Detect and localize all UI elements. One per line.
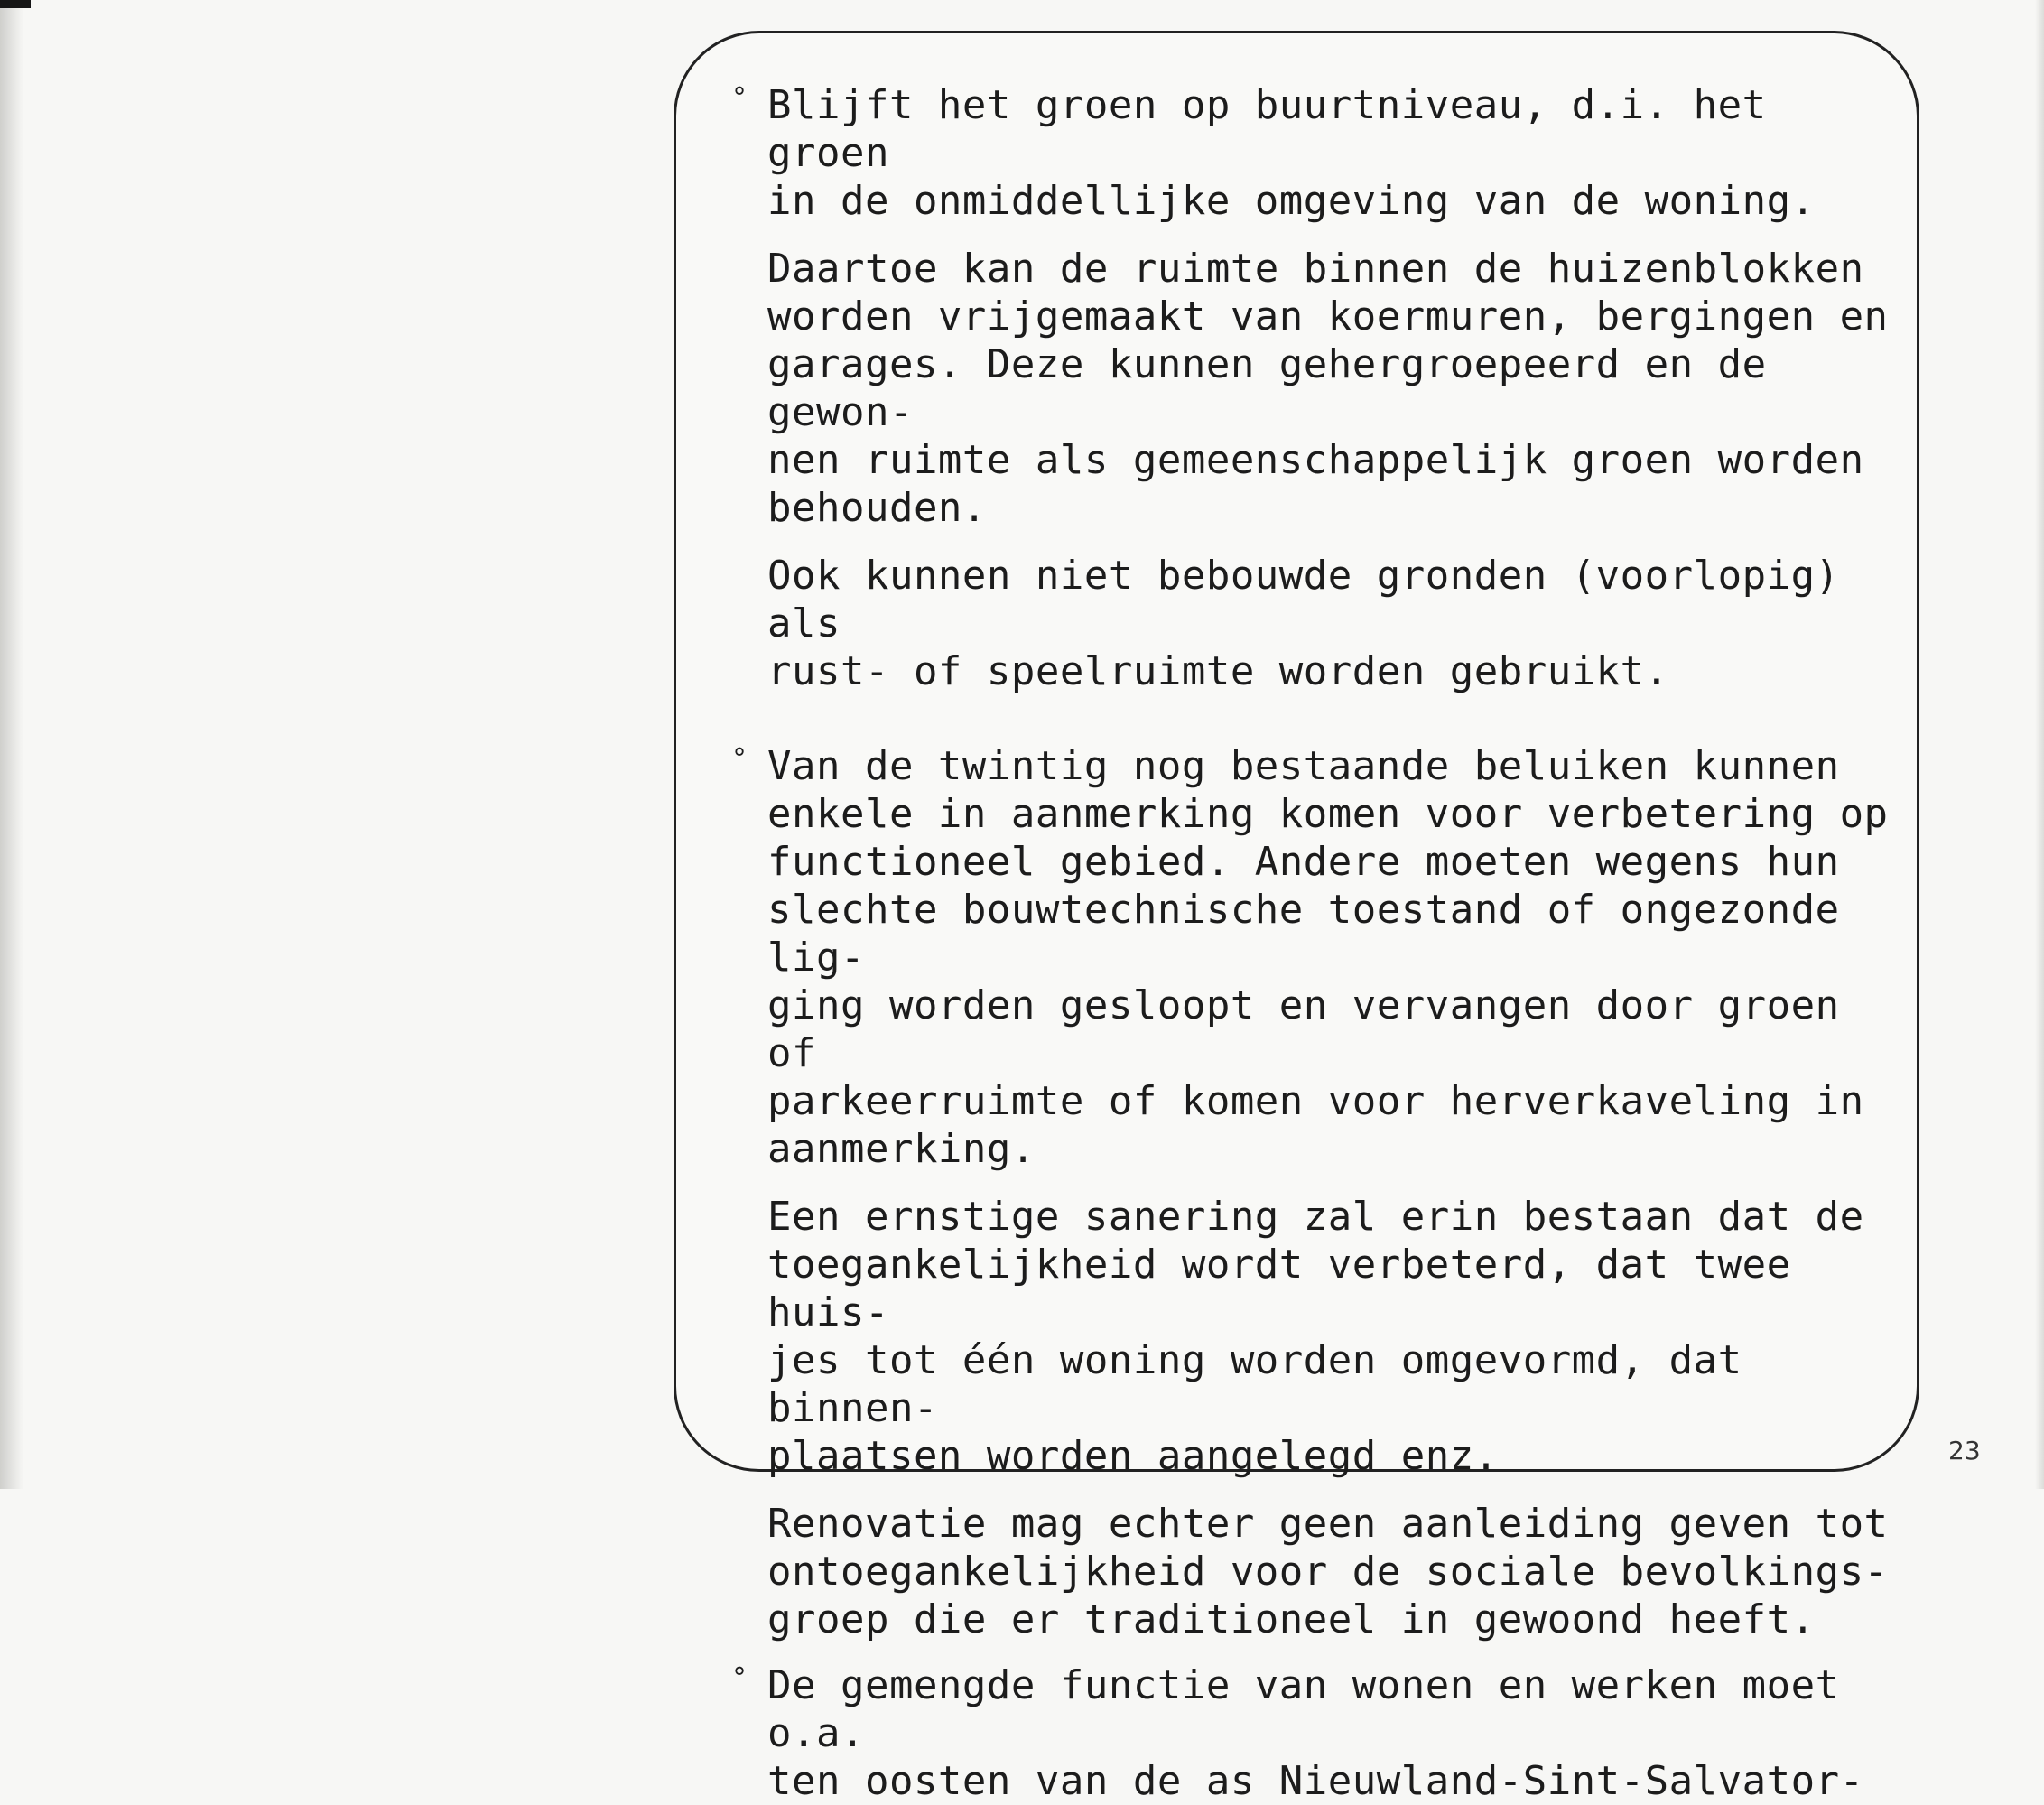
- text-line: garages. Deze kunnen gehergroepeerd en de gewon-: [767, 341, 1767, 435]
- page-shadow-left: [0, 0, 23, 1489]
- paragraph: [767, 245, 1896, 532]
- bullet-marker: °: [731, 743, 748, 775]
- paragraph: [767, 1193, 1896, 1480]
- bullet-item-3: [731, 1661, 1896, 1805]
- text-line: ging worden gesloopt en vervangen door groen of: [767, 982, 1840, 1076]
- text-line: aanmerking.: [767, 1126, 1036, 1172]
- text-line: De gemengde functie van wonen en werken moet o.a.: [767, 1662, 1840, 1756]
- paragraph: [767, 742, 1896, 1173]
- text-line: enkele in aanmerking komen voor verbetering op: [767, 791, 1889, 837]
- text-line: Van de twintig nog bestaande beluiken kunnen: [767, 743, 1840, 789]
- text-line: ten oosten van de as Nieuwland-Sint-Salvator-: [767, 1758, 1864, 1804]
- text-line: rust- of speelruimte worden gebruikt.: [767, 648, 1669, 694]
- paragraph: [767, 81, 1896, 225]
- text-line: worden vrijgemaakt van koermuren, bergingen en: [767, 293, 1889, 340]
- text-line: Blijft het groen op buurtniveau, d.i. het groen: [767, 82, 1767, 176]
- text-line: groep die er traditioneel in gewoond heeft.: [767, 1596, 1816, 1642]
- text-line: in de onmiddellijke omgeving van de woning.: [767, 178, 1816, 224]
- text-line: jes tot één woning worden omgevormd, dat binnen-: [767, 1337, 1742, 1431]
- text-line: ontoegankelijkheid voor de sociale bevolkings-: [767, 1549, 1889, 1595]
- text-line: plaatsen worden aangelegd enz.: [767, 1433, 1499, 1479]
- bullet-marker: °: [731, 82, 748, 114]
- text-line: Daartoe kan de ruimte binnen de huizenblokken: [767, 246, 1864, 292]
- text-block: [731, 81, 1896, 1805]
- bullet-marker: °: [731, 1662, 748, 1694]
- text-line: Ook kunnen niet bebouwde gronden (voorlopig) als: [767, 553, 1840, 647]
- paragraph: [767, 1661, 1896, 1805]
- scan-corner-mark: [0, 0, 31, 8]
- text-line: functioneel gebied. Andere moeten wegens hun: [767, 839, 1840, 885]
- paragraph: [767, 1500, 1896, 1643]
- text-line: slechte bouwtechnische toestand of ongezonde lig-: [767, 887, 1840, 981]
- paragraph: [767, 552, 1896, 695]
- bullet-item-2: [731, 742, 1896, 1643]
- page-edge-right: [2035, 0, 2044, 1489]
- bullet-item-1: [731, 81, 1896, 695]
- text-line: Renovatie mag echter geen aanleiding geven tot: [767, 1501, 1889, 1547]
- page-number: 23: [1948, 1436, 1981, 1465]
- text-line: toegankelijkheid wordt verbeterd, dat twee huis-: [767, 1242, 1791, 1335]
- text-line: parkeerruimte of komen voor herverkaveling in: [767, 1078, 1864, 1124]
- text-line: Een ernstige sanering zal erin bestaan dat de: [767, 1194, 1864, 1240]
- text-line: behouden.: [767, 485, 987, 531]
- text-line: nen ruimte als gemeenschappelijk groen worden: [767, 437, 1864, 483]
